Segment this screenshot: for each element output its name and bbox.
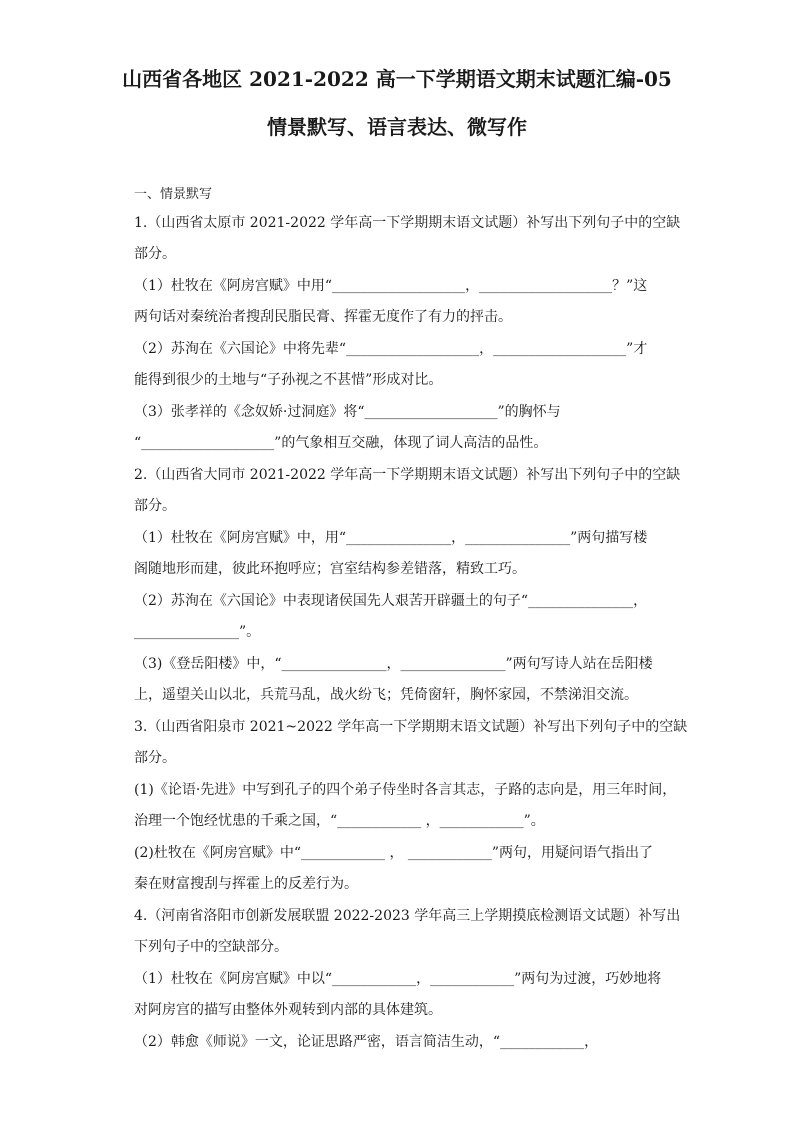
question-2-line: （1）杜牧在《阿房宫赋》中，用“_______________，_______________”两句描写楼 bbox=[134, 530, 648, 546]
question-2-line: （3)《登岳阳楼》中，“_______________，_______________”两句写诗人站在岳阳楼 bbox=[134, 656, 653, 672]
question-4-line: 对阿房宫的描写由整体外观转到内部的具体建筑。 bbox=[134, 1002, 442, 1018]
question-3-line: (2)杜牧在《阿房宫赋》中“____________ ， ____________”两句，用疑问语气指出了 bbox=[134, 845, 654, 861]
question-4-line: （2）韩愈《师说》一文，论证思路严密，语言简洁生动，“____________， bbox=[134, 1034, 599, 1050]
question-2-line: 上，遥望关山以北，兵荒马乱，战火纷飞；凭倚窗轩，胸怀家园，不禁涕泪交流。 bbox=[134, 687, 638, 703]
question-2-line: 阁随地形而建，彼此环抱呼应；宫室结构参差错落，精致工巧。 bbox=[134, 561, 526, 577]
question-2-line: _______________”。 bbox=[134, 624, 261, 640]
question-3-line: 3.（山西省阳泉市 2021~2022 学年高一下学期期末语文试题）补写出下列句子中的空缺 bbox=[134, 719, 688, 735]
question-4-line: 下列句子中的空缺部分。 bbox=[134, 939, 288, 955]
question-3-line: (1)《论语·先进》中写到孔子的四个弟子侍坐时各言其志，子路的志向是，用三年时间， bbox=[134, 782, 677, 798]
question-1-line: （2）苏洵在《六国论》中将先辈“___________________，___________________”才 bbox=[134, 341, 648, 357]
question-2-line: （2）苏洵在《六国论》中表现诸侯国先人艰苦开辟疆土的句子“_______________， bbox=[134, 593, 648, 609]
question-3-line: 治理一个饱经忧患的千乘之国，“____________ ，____________”。 bbox=[134, 813, 545, 829]
document-subtitle: 情景默写、语言表达、微写作 bbox=[267, 115, 527, 139]
question-1-line: 两句话对秦统治者搜刮民脂民膏、挥霍无度作了有力的抨击。 bbox=[134, 309, 512, 325]
question-1-line: “___________________”的气象相互交融，体现了词人高洁的品性。 bbox=[134, 435, 548, 451]
question-2-line: 2.（山西省大同市 2021-2022 学年高一下学期期末语文试题）补写出下列句子中的空缺 bbox=[134, 467, 681, 483]
document-title: 山西省各地区 2021-2022 高一下学期语文期末试题汇编-05 bbox=[122, 67, 672, 91]
question-3-line: 秦在财富搜刮与挥霍上的反差行为。 bbox=[134, 876, 358, 892]
question-2-line: 部分。 bbox=[134, 498, 176, 514]
question-1-line: 1.（山西省太原市 2021-2022 学年高一下学期期末语文试题）补写出下列句子中的空缺 bbox=[134, 215, 681, 231]
question-1-line: 部分。 bbox=[134, 246, 176, 262]
question-3-line: 部分。 bbox=[134, 750, 176, 766]
question-1-line: 能得到很少的土地与“子孙视之不甚惜”形成对比。 bbox=[134, 372, 443, 388]
question-1-line: （1）杜牧在《阿房宫赋》中用“___________________，___________________？”这 bbox=[134, 278, 648, 294]
section-heading: 一、情景默写 bbox=[134, 187, 213, 202]
question-4-line: （1）杜牧在《阿房宫赋》中以“____________，____________”两句为过渡，巧妙地将 bbox=[134, 971, 662, 987]
question-4-line: 4.（河南省洛阳市创新发展联盟 2022-2023 学年高三上学期摸底检测语文试题）补写出 bbox=[134, 908, 681, 924]
question-1-line: （3）张孝祥的《念奴娇·过洞庭》将“___________________”的胸怀与 bbox=[134, 404, 561, 420]
